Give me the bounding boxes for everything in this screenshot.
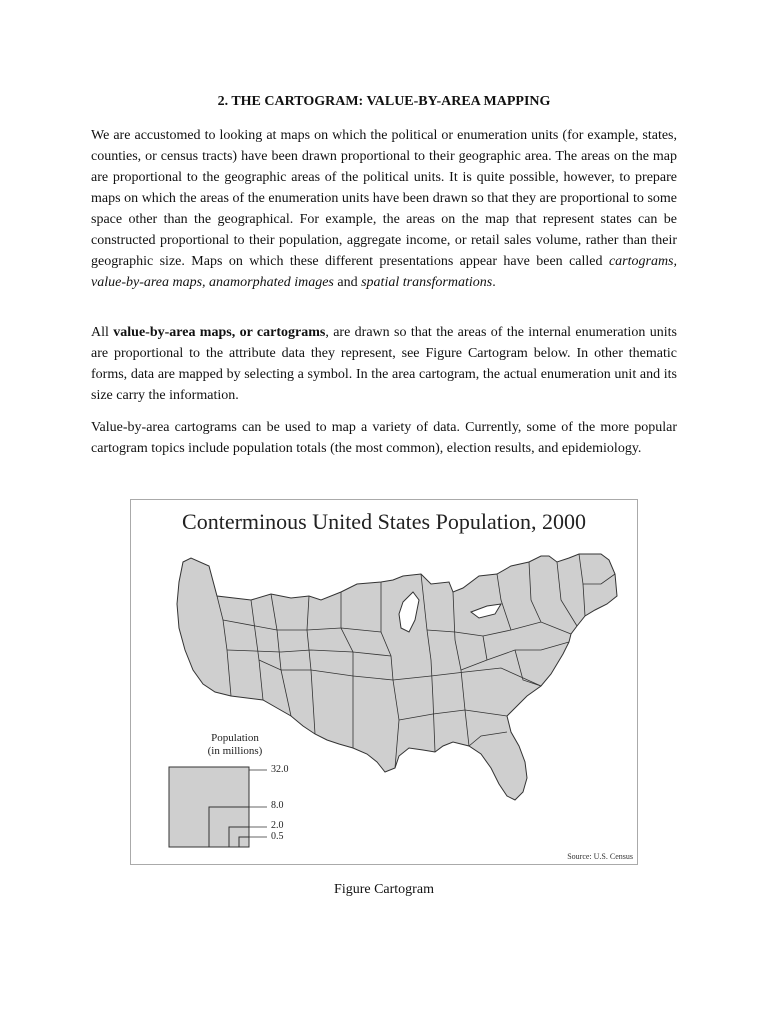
italic-terms: cartograms, value-by-area maps, anamorphated images <box>91 254 677 290</box>
legend-title-line-2: (in millions) <box>207 745 263 757</box>
legend-leaders <box>249 770 267 837</box>
paragraph-definition <box>91 322 677 406</box>
legend-title <box>195 732 275 758</box>
cartogram-figure <box>130 499 638 865</box>
figure-caption: Figure Cartogram <box>334 882 434 897</box>
bold-term: value-by-area maps, or cartograms <box>113 325 326 340</box>
legend-title-line-1: Population <box>211 732 259 744</box>
legend-label-2: 2.0 <box>271 820 284 831</box>
conjunction-text: and <box>333 275 362 290</box>
paragraph-intro-text: We are accustomed to looking at maps on which the political or enumeration units (for example, states, counties, or census tracts) have been drawn proportional to their geographic area. The areas on the map are proportional to the geographic areas of the political units. It is quite possible, however, to prepare maps on which the areas of the enumeration units have been drawn so that they are proportional to some space other than the geographical. For example, the areas on the map that represent states can be constructed proportional to their population, aggregate income, or retail sales volume, rather than their geographic size. Maps on which these different presentations appear have been called <box>91 128 677 269</box>
paragraph-definition-start: All <box>91 325 114 340</box>
legend-squares <box>169 767 249 847</box>
figure-source: Source: U.S. Census <box>567 852 633 861</box>
paragraph-definition-rest: , are drawn so that the areas of the internal enumeration units are proportional to the attribute data they represent, see Figure Cartogram below. In other thematic forms, data are mapped by selecting a symbol. In the area cartogram, the actual enumeration unit and its size carry the information. <box>91 325 677 403</box>
legend-label-8: 8.0 <box>271 800 284 811</box>
section-heading: 2. THE CARTOGRAM: VALUE-BY-AREA MAPPING <box>217 94 551 109</box>
us-cartogram-shape <box>177 554 617 800</box>
italic-term-last: spatial transformations <box>361 275 493 290</box>
cartogram-map <box>131 500 639 866</box>
sentence-end: . <box>492 275 496 290</box>
paragraph-intro <box>91 125 677 293</box>
legend-label-32: 32.0 <box>271 764 289 775</box>
legend-label-05: 0.5 <box>271 831 284 842</box>
paragraph-uses: Value-by-area cartograms can be used to map a variety of data. Currently, some of the more popular cartogram topics include population totals (the most common), election results, and epidemiology. <box>91 420 677 456</box>
figure-title: Conterminous United States Population, 2000 <box>182 509 586 534</box>
